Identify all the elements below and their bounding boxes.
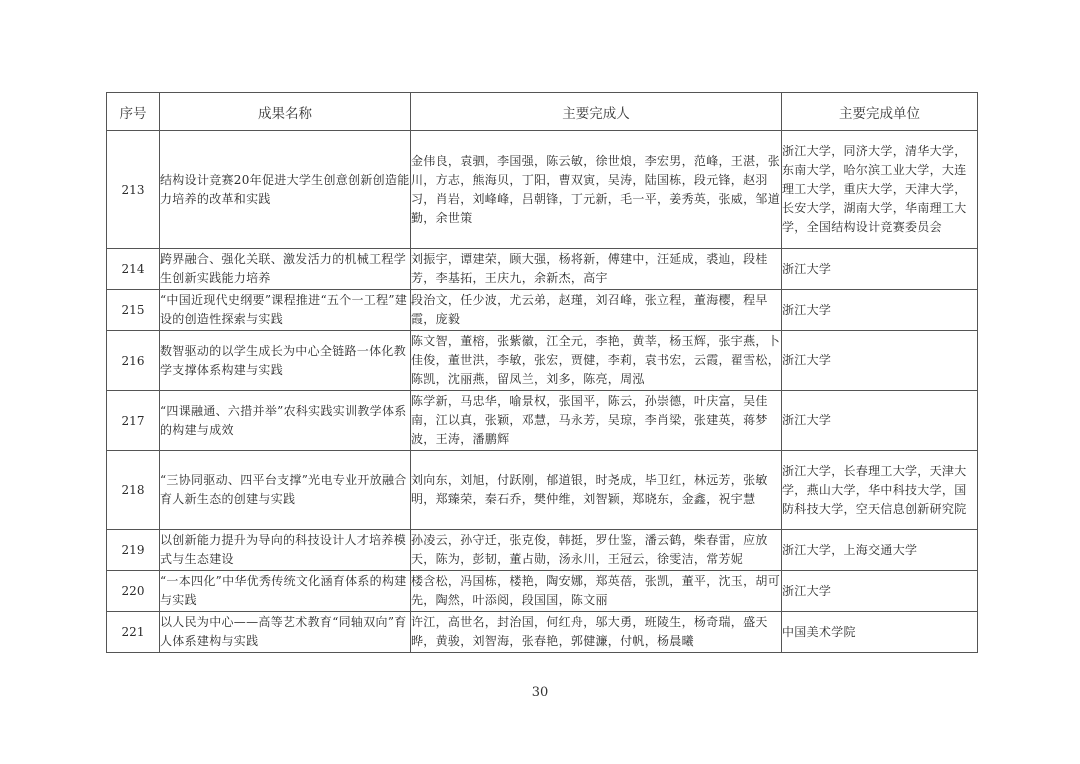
cell-name: “中国近现代史纲要”课程推进“五个一工程”建设的创造性探索与实践 bbox=[160, 290, 411, 331]
cell-units: 浙江大学 bbox=[782, 249, 978, 290]
cell-people: 陈学新，马忠华，喻景权，张国平，陈云，孙崇德，叶庆富，吴佳南，江以真，张颖，邓慧，马永芳，吴琼，李肖梁，张建英，蒋梦波，王涛，潘鹏辉 bbox=[411, 391, 782, 451]
cell-name: 以人民为中心——高等艺术教育“同轴双向”育人体系建构与实践 bbox=[160, 612, 411, 653]
cell-people: 陈文智，董榕，张紫徽，江全元，李艳，黄莘，杨玉辉，张宇燕，卜佳俊，董世洪，李敏，张宏，贾健，李莉，袁书宏，云霞，翟雪松，陈凯，沈丽燕，留凤兰，刘多，陈亮，周泓 bbox=[411, 331, 782, 391]
cell-units: 浙江大学 bbox=[782, 571, 978, 612]
table-row bbox=[107, 331, 978, 391]
table-row bbox=[107, 290, 978, 331]
cell-people: 许江，高世名，封治国，何红舟，邬大勇，班陵生，杨奇瑞，盛天晔，黄骏，刘智海，张春艳，郭健濂，付帆，杨晨曦 bbox=[411, 612, 782, 653]
table-row bbox=[107, 571, 978, 612]
table-row bbox=[107, 391, 978, 451]
cell-units: 浙江大学 bbox=[782, 331, 978, 391]
table-row bbox=[107, 131, 978, 249]
cell-name: 跨界融合、强化关联、激发活力的机械工程学生创新实践能力培养 bbox=[160, 249, 411, 290]
cell-no: 216 bbox=[107, 331, 160, 391]
cell-no: 213 bbox=[107, 131, 160, 249]
cell-people: 刘向东，刘旭，付跃刚，郁道银，时尧成，毕卫红，林远芳，张敏明，郑臻荣，秦石乔，樊仲维，刘智颖，郑晓东，金鑫，祝宇慧 bbox=[411, 451, 782, 530]
cell-people: 金伟良，袁驷，李国强，陈云敏，徐世烺，李宏男，范峰，王湛，张川，方志，熊海贝，丁阳，曹双寅，吴涛，陆国栋，段元锋，赵羽习，肖岩，刘峰峰，吕朝锋，丁元新，毛一平，姜秀英，张威，邹道勤，余世策 bbox=[411, 131, 782, 249]
cell-name: “三协同驱动、四平台支撑”光电专业开放融合育人新生态的创建与实践 bbox=[160, 451, 411, 530]
cell-name: “四课融通、六措并举”农科实践实训教学体系的构建与成效 bbox=[160, 391, 411, 451]
cell-no: 218 bbox=[107, 451, 160, 530]
achievements-table bbox=[106, 92, 978, 653]
cell-people: 孙凌云，孙守迁，张克俊，韩挺，罗仕鉴，潘云鹤，柴春雷，应放天，陈为，彭韧，董占勋，汤永川，王冠云，徐雯洁，常芳妮 bbox=[411, 530, 782, 571]
cell-name: “一本四化”中华优秀传统文化涵育体系的构建与实践 bbox=[160, 571, 411, 612]
table-header-row bbox=[107, 93, 978, 131]
cell-units: 浙江大学 bbox=[782, 290, 978, 331]
table-row bbox=[107, 249, 978, 290]
table-body bbox=[107, 131, 978, 653]
header-people: 主要完成人 bbox=[411, 93, 782, 131]
cell-units: 浙江大学，上海交通大学 bbox=[782, 530, 978, 571]
cell-people: 段治文，任少波，尤云弟，赵瑾，刘召峰，张立程，董海樱，程早霞，庞毅 bbox=[411, 290, 782, 331]
header-name: 成果名称 bbox=[160, 93, 411, 131]
table-row bbox=[107, 451, 978, 530]
cell-people: 楼含松，冯国栋，楼艳，陶安娜，郑英蓓，张凯，董平，沈玉，胡可先，陶然，叶添阅，段国国，陈文丽 bbox=[411, 571, 782, 612]
table-header bbox=[107, 93, 978, 131]
cell-no: 221 bbox=[107, 612, 160, 653]
cell-units: 浙江大学，长春理工大学，天津大学，燕山大学，华中科技大学，国防科技大学，空天信息创新研究院 bbox=[782, 451, 978, 530]
table-row bbox=[107, 530, 978, 571]
cell-no: 214 bbox=[107, 249, 160, 290]
header-no: 序号 bbox=[107, 93, 160, 131]
page-number: 30 bbox=[531, 685, 549, 700]
cell-units: 浙江大学，同济大学，清华大学，东南大学，哈尔滨工业大学，大连理工大学，重庆大学，天津大学，长安大学，湖南大学，华南理工大学，全国结构设计竞赛委员会 bbox=[782, 131, 978, 249]
cell-no: 215 bbox=[107, 290, 160, 331]
cell-no: 217 bbox=[107, 391, 160, 451]
cell-name: 结构设计竞赛20年促进大学生创意创新创造能力培养的改革和实践 bbox=[160, 131, 411, 249]
cell-no: 219 bbox=[107, 530, 160, 571]
table-row bbox=[107, 612, 978, 653]
cell-name: 以创新能力提升为导向的科技设计人才培养模式与生态建设 bbox=[160, 530, 411, 571]
cell-no: 220 bbox=[107, 571, 160, 612]
cell-units: 浙江大学 bbox=[782, 391, 978, 451]
cell-name: 数智驱动的以学生成长为中心全链路一体化教学支撑体系构建与实践 bbox=[160, 331, 411, 391]
cell-units: 中国美术学院 bbox=[782, 612, 978, 653]
cell-people: 刘振宇，谭建荣，顾大强，杨将新，傅建中，汪延成，裘辿，段桂芳，李基拓，王庆九，余新杰，高宇 bbox=[411, 249, 782, 290]
header-units: 主要完成单位 bbox=[782, 93, 978, 131]
